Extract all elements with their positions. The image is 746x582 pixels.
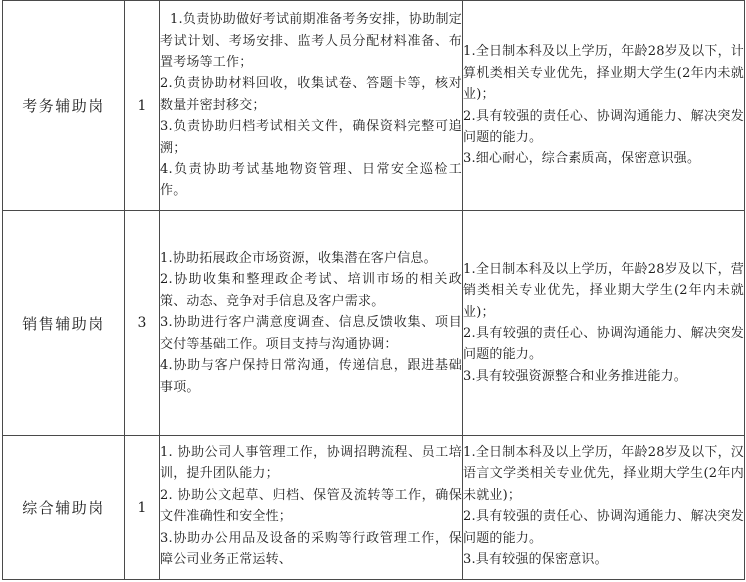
position-title: 考务辅助岗 bbox=[3, 1, 125, 211]
duty-item: 1.负责协助做好考试前期准备考务安排，协助制定考试计划、考场安排、监考人员分配材料准备、布置考场等工作； bbox=[160, 12, 462, 70]
duties-cell bbox=[160, 436, 463, 580]
table-row bbox=[3, 211, 745, 436]
table-row bbox=[3, 436, 745, 580]
headcount: 1 bbox=[125, 436, 160, 580]
requirement-item: 1.全日制本科及以上学历，年龄28岁及以下，汉语言文学类相关专业优先，择业期大学生(2年内未就业)； bbox=[463, 445, 744, 503]
duty-item: 4.协助与客户保持日常沟通，传递信息，跟进基础事项。 bbox=[160, 358, 462, 395]
position-title: 销售辅助岗 bbox=[3, 211, 125, 436]
requirement-item: 2.具有较强的责任心、协调沟通能力、解决突发问题的能力。 bbox=[463, 326, 744, 363]
duties-cell bbox=[160, 1, 463, 211]
requirements-cell bbox=[463, 436, 745, 580]
requirements-cell bbox=[463, 1, 745, 211]
duty-item: 1.协助拓展政企市场资源，收集潜在客户信息。 bbox=[160, 251, 437, 267]
requirement-item: 1.全日制本科及以上学历，年龄28岁及以下，计算机类相关专业优先，择业期大学生(2年内未就业)； bbox=[463, 44, 744, 103]
requirements-cell bbox=[463, 211, 745, 436]
duty-item: 2. 协助公文起草、归档、保管及流转等工作，确保文件准确性和安全性； bbox=[160, 487, 462, 525]
duty-item: 4.负责协助考试基地物资管理、日常安全巡检工作。 bbox=[160, 162, 462, 199]
requirement-item: 2.具有较强的责任心、协调沟通能力、解决突发问题的能力。 bbox=[463, 509, 744, 546]
duties-cell bbox=[160, 211, 463, 436]
requirement-item: 3.具有较强资源整合和业务推进能力。 bbox=[463, 368, 688, 384]
duty-item: 2.协助收集和整理政企考试、培训市场的相关政策、动态、竞争对手信息及客户需求。 bbox=[160, 272, 462, 309]
requirement-item: 2.具有较强的责任心、协调沟通能力、解决突发问题的能力。 bbox=[463, 108, 744, 145]
table-row bbox=[3, 1, 745, 211]
headcount: 3 bbox=[125, 211, 160, 436]
requirement-item: 3.具有较强的保密意识。 bbox=[463, 552, 608, 568]
duty-item: 3.负责协助归档考试相关文件，确保资料完整可追溯； bbox=[160, 119, 462, 156]
position-title: 综合辅助岗 bbox=[3, 436, 125, 580]
duty-item: 1. 协助公司人事管理工作，协调招聘流程、员工培训，提升团队能力； bbox=[160, 445, 462, 482]
duty-item: 2.负责协助材料回收，收集试卷、答题卡等，核对数量并密封移交； bbox=[160, 76, 462, 113]
duty-item: 3.协助进行客户满意度调查、信息反馈收集、项目交付等基础工作。项目支持与沟通协调： bbox=[160, 315, 462, 352]
job-positions-table bbox=[2, 0, 745, 580]
requirement-item: 1.全日制本科及以上学历，年龄28岁及以下，营销类相关专业优先，择业期大学生(2年内未就业)； bbox=[463, 261, 744, 320]
duty-item: 3.协助办公用品及设备的采购等行政管理工作，保障公司业务正常运转、 bbox=[160, 530, 462, 568]
requirement-item: 3.细心耐心，综合素质高，保密意识强。 bbox=[463, 151, 701, 167]
headcount: 1 bbox=[125, 1, 160, 211]
